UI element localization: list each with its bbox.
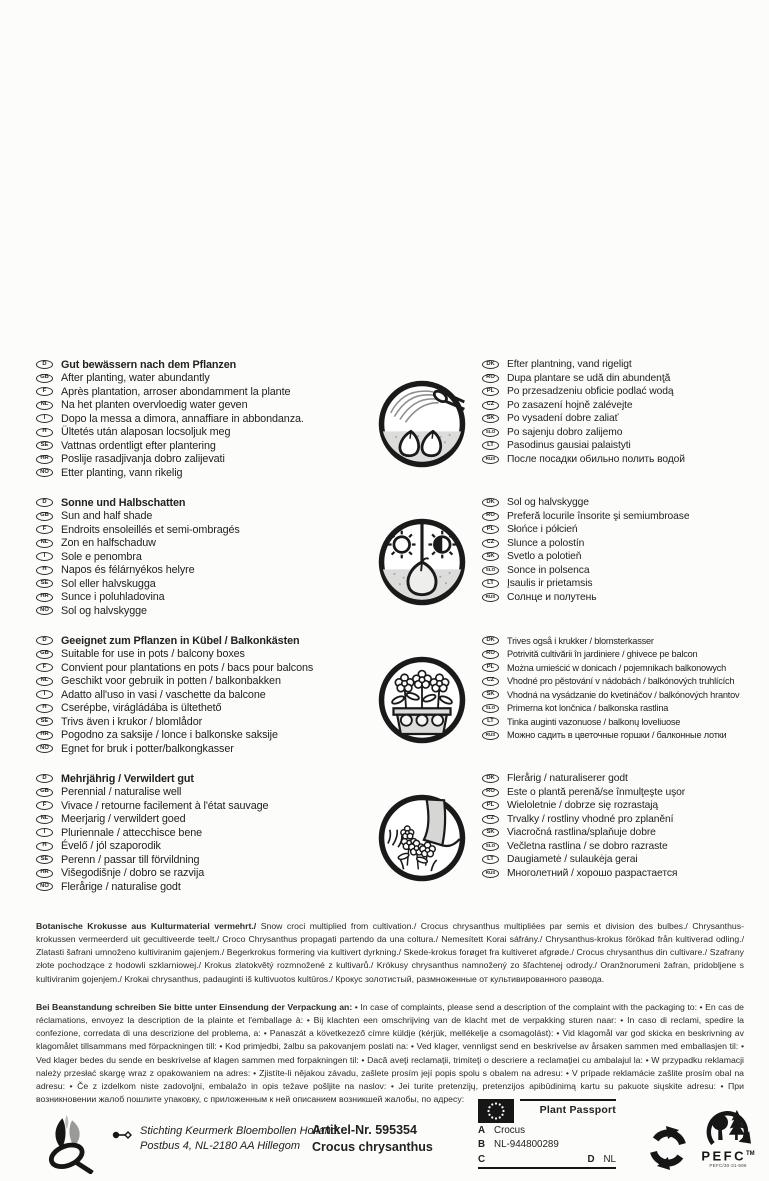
lang-row	[36, 799, 372, 813]
lang-row	[36, 564, 372, 578]
lang-code-badge: NO	[36, 606, 53, 615]
lang-text: Sol eller halvskugga	[61, 577, 156, 590]
pp-label-c: C	[478, 1153, 486, 1165]
lang-text: Sol og halvskygge	[61, 604, 147, 617]
lang-row	[482, 372, 750, 386]
lang-row	[482, 772, 750, 786]
lang-text: Pogodno za saksije / lonce i balkonske saksije	[61, 729, 278, 742]
lang-row	[36, 742, 372, 756]
lang-text: Convient pour plantations en pots / bacs pour balcons	[61, 661, 314, 674]
lang-text: Viacročná rastlina/splaňuje dobre	[507, 827, 656, 839]
lang-text: Dupa plantare se udă din abundenţă	[507, 372, 671, 384]
lang-code-badge: SE	[36, 579, 53, 588]
lang-text: Po vysadení dobre zaliať	[507, 413, 619, 425]
lang-row	[482, 426, 750, 440]
lang-text: Flerårig / naturaliserer godt	[507, 773, 628, 785]
pp-value-d: NL	[603, 1153, 616, 1165]
keurmerk-address-line2: Postbus 4, NL-2180 AA Hillegom	[140, 1140, 300, 1152]
lang-text: Tinka auginti vazonuose / balkonų loveliuose	[507, 716, 681, 727]
lang-row	[482, 564, 750, 578]
lang-column-right	[482, 634, 750, 742]
lang-text: Endroits ensoleillés et semi-ombragés	[61, 523, 240, 536]
lang-code-badge: HR	[36, 731, 53, 740]
lang-row	[36, 372, 372, 386]
pefc-cert-code: PEFC/30-31-596	[709, 1163, 747, 1169]
lang-text: Slunce a polostín	[507, 537, 585, 549]
lang-text: Po sajenju dobro zalijemo	[507, 426, 623, 438]
plant-passport	[478, 1099, 616, 1169]
lang-code-badge: LT	[482, 717, 499, 726]
lang-row	[482, 661, 750, 675]
lang-row	[482, 688, 750, 702]
lang-code-badge: I	[36, 828, 53, 837]
lang-code-badge: GB	[36, 512, 53, 521]
lang-code-badge: CZ	[482, 815, 499, 824]
lang-text: Pluriennale / attecchisce bene	[61, 826, 203, 839]
keurmerk-tulip-q-icon	[38, 1114, 104, 1174]
lang-code-badge: HR	[36, 593, 53, 602]
key-icon	[112, 1127, 132, 1137]
lang-code-badge: D	[36, 636, 53, 645]
lang-row	[482, 634, 750, 648]
complaints-note-lead: Bei Beanstandung schreiben Sie bitte unter Einsendung der Verpackung an:	[36, 1001, 353, 1012]
lang-row	[482, 853, 750, 867]
lang-row	[36, 826, 372, 840]
lang-code-badge: CZ	[482, 677, 499, 686]
lang-row	[36, 496, 372, 510]
lang-code-badge: HR	[36, 455, 53, 464]
lang-text: Mehrjährig / Verwildert gut	[61, 772, 194, 785]
lang-code-badge: CZ	[482, 539, 499, 548]
lang-code-badge: RO	[482, 650, 499, 659]
lang-text: Trives også i krukker / blomsterkasser	[507, 635, 654, 646]
lang-column-left	[36, 772, 372, 894]
lang-text: Многолетний / хорошо разрастается	[507, 867, 678, 879]
lang-code-badge: SE	[36, 855, 53, 864]
lang-column-right	[482, 358, 750, 466]
pp-value-b: NL-944800289	[494, 1139, 559, 1151]
sun-half-shade-icon	[376, 516, 468, 608]
instruction-block-balcony-box	[36, 634, 746, 766]
instruction-block-watering	[36, 358, 746, 490]
plant-passport-row-a	[478, 1123, 616, 1138]
lang-text: Po przesadzeniu obficie podlać wodą	[507, 386, 674, 398]
lang-row	[482, 648, 750, 662]
lang-row	[36, 867, 372, 881]
pefc-logo	[692, 1102, 764, 1168]
lang-code-badge: GB	[36, 788, 53, 797]
lang-row	[36, 523, 372, 537]
botanical-note-text: Snow croci multiplied from cultivation./ Crocus chrysanthus multipliées par semis et division des bulbes./ Chrysanthus-krokussen vermeerderd uit gecultiveerde teelt./ Croco Chrysanthus propagati partendo da una coltura./ Nemesített Korai sáfrány./ Chrysanthus-krokus förökad från kultiverad odling./ Zlatasti šafrani umnoženo kultiviranim gajenjem./ Begerkrokus formering via kultivert dyrkning./ Skede-krokus forøget fra kultiveret afgrøde./ Crocus chrysanthus din cultivare./ Szafrany złote pochodzące z hodowli szklarniowej./ Krokus zlatokvětý rozmnožené z kultivarů./ Krókusy chrysanthus namnožený zo šľachtenej odrody./ Oranžnorumeni žafran, pridobljene s kultiviranim gojenjem./ Krokai chrysanthus, padauginti iš kultivuotos kultūros./ Крокус золотистый, размноженные от культивированного развода.	[36, 920, 744, 984]
lang-code-badge: I	[36, 690, 53, 699]
lang-code-badge: NL	[36, 539, 53, 548]
lang-code-badge: DK	[482, 498, 499, 507]
lang-code-badge: NO	[36, 468, 53, 477]
lang-text: Poslije rasadjivanja dobro zalijevati	[61, 453, 225, 466]
lang-code-badge: F	[36, 387, 53, 396]
lang-code-badge: PL	[482, 801, 499, 810]
plant-passport-row-b	[478, 1138, 616, 1153]
lang-text: Vattnas ordentligt efter plantering	[61, 439, 216, 452]
lang-text: Cserépbe, virágládába is ültethető	[61, 702, 222, 715]
lang-text: Sol og halvskygge	[507, 497, 589, 509]
lang-row	[482, 826, 750, 840]
lang-text: Višegodišnje / dobro se razvija	[61, 867, 205, 880]
lang-row	[482, 591, 750, 605]
plant-passport-row-cd	[478, 1152, 616, 1169]
lang-code-badge: I	[36, 552, 53, 561]
lang-text: Adatto all'uso in vasi / vaschette da balcone	[61, 688, 266, 701]
lang-text: Įsaulis ir prietamsis	[507, 578, 593, 590]
lang-text: Suitable for use in pots / balcony boxes	[61, 648, 245, 661]
lang-code-badge: SK	[482, 414, 499, 423]
lang-row	[36, 772, 372, 786]
pp-label-a: A	[478, 1124, 486, 1136]
lang-code-badge: I	[36, 414, 53, 423]
lang-text: Po zasazení hojně zalévejte	[507, 399, 633, 411]
lang-row	[482, 358, 750, 372]
lang-text: Zon en halfschaduw	[61, 537, 156, 550]
lang-row	[482, 510, 750, 524]
lang-code-badge: RUS	[482, 731, 499, 740]
lang-code-badge: SLO	[482, 704, 499, 713]
lang-code-badge: DK	[482, 636, 499, 645]
lang-text: Efter plantning, vand rigeligt	[507, 359, 632, 371]
lang-text: After planting, water abundantly	[61, 372, 210, 385]
lang-row	[482, 867, 750, 881]
lang-row	[36, 813, 372, 827]
lang-text: Perennial / naturalise well	[61, 786, 182, 799]
lang-row	[36, 426, 372, 440]
lang-text: Daugiametė / sulaukėja gerai	[507, 854, 638, 866]
lang-row	[36, 399, 372, 413]
lang-code-badge: H	[36, 428, 53, 437]
lang-text: Meerjarig / verwildert goed	[61, 813, 186, 826]
lang-code-badge: H	[36, 704, 53, 713]
lang-row	[36, 880, 372, 894]
lang-row	[36, 591, 372, 605]
lang-code-badge: GB	[36, 374, 53, 383]
lang-row	[36, 385, 372, 399]
lang-row	[36, 853, 372, 867]
keurmerk-address	[140, 1124, 340, 1154]
lang-text: Après plantation, arroser abondamment la plante	[61, 385, 291, 398]
lang-text: Gut bewässern nach dem Pflanzen	[61, 358, 237, 371]
lang-row	[482, 439, 750, 453]
lang-text: Na het planten overvloedig water geven	[61, 399, 248, 412]
lang-row	[482, 577, 750, 591]
lang-code-badge: SK	[482, 828, 499, 837]
lang-code-badge: GB	[36, 650, 53, 659]
lang-row	[36, 358, 372, 372]
lang-text: Večletna rastlina / se dobro razraste	[507, 840, 668, 852]
pefc-label: PEFC™	[701, 1148, 755, 1164]
lang-text: Ültetés után alaposan locsoljuk meg	[61, 426, 231, 439]
lang-row	[482, 702, 750, 716]
lang-code-badge: H	[36, 842, 53, 851]
lang-text: Preferă locurile însorite şi semiumbroase	[507, 510, 690, 522]
lang-column-left	[36, 496, 372, 618]
lang-row	[482, 715, 750, 729]
botanical-note-lead: Botanische Krokusse aus Kulturmaterial vermehrt./	[36, 920, 257, 931]
lang-row	[482, 786, 750, 800]
lang-code-badge: SK	[482, 552, 499, 561]
pp-label-b: B	[478, 1139, 486, 1151]
lang-row	[36, 688, 372, 702]
lang-code-badge: NL	[36, 401, 53, 410]
lang-row	[482, 537, 750, 551]
lang-row	[36, 729, 372, 743]
lang-text: Svetlo a polotieň	[507, 551, 582, 563]
lang-row	[482, 840, 750, 854]
lang-row	[482, 550, 750, 564]
lang-row	[36, 537, 372, 551]
naturalising-icon	[376, 792, 468, 884]
lang-code-badge: D	[36, 498, 53, 507]
lang-row	[36, 648, 372, 662]
botanical-note	[36, 920, 744, 986]
lang-code-badge: D	[36, 360, 53, 369]
lang-text: Geschikt voor gebruik in potten / balkonbakken	[61, 675, 281, 688]
lang-text: Évelő / jól szaporodik	[61, 840, 161, 853]
lang-code-badge: CZ	[482, 401, 499, 410]
lang-row	[482, 799, 750, 813]
lang-text: Sonne und Halbschatten	[61, 496, 186, 509]
lang-row	[36, 453, 372, 467]
lang-text: Солнце и полутень	[507, 591, 597, 603]
lang-code-badge: RUS	[482, 593, 499, 602]
lang-code-badge: NL	[36, 677, 53, 686]
lang-row	[482, 412, 750, 426]
lang-row	[36, 412, 372, 426]
lang-code-badge: RO	[482, 788, 499, 797]
lang-code-badge: NO	[36, 744, 53, 753]
lang-code-badge: SE	[36, 717, 53, 726]
lang-code-badge: SLO	[482, 566, 499, 575]
lang-text: Vhodná na vysádzanie do kvetináčov / balkónových hrantov	[507, 689, 740, 700]
lang-text: Este o plantă perenă/se înmulţeşte uşor	[507, 786, 686, 798]
lang-code-badge: PL	[482, 387, 499, 396]
lang-text: Vivace / retourne facilement à l'état sauvage	[61, 799, 269, 812]
lang-code-badge: SE	[36, 441, 53, 450]
lang-row	[482, 813, 750, 827]
lang-code-badge: SK	[482, 690, 499, 699]
lang-text: Słońce i półcień	[507, 524, 578, 536]
lang-code-badge: DK	[482, 360, 499, 369]
lang-code-badge: RO	[482, 374, 499, 383]
pp-value-a: Crocus	[494, 1124, 526, 1136]
lang-row	[36, 439, 372, 453]
keurmerk-address-line1: Stichting Keurmerk Bloembollen Holland.	[140, 1125, 340, 1137]
lang-row	[36, 550, 372, 564]
lang-code-badge: RO	[482, 512, 499, 521]
lang-code-badge: H	[36, 566, 53, 575]
lang-row	[36, 715, 372, 729]
lang-code-badge: NL	[36, 815, 53, 824]
lang-row	[36, 634, 372, 648]
lang-code-badge: SLO	[482, 428, 499, 437]
article-species-line: Crocus chrysanthus	[312, 1139, 433, 1154]
lang-text: Sun and half shade	[61, 510, 153, 523]
lang-text: Flerårige / naturalise godt	[61, 880, 181, 893]
lang-row	[482, 729, 750, 743]
lang-code-badge: LT	[482, 441, 499, 450]
watering-icon	[376, 378, 468, 470]
balcony-box-icon	[376, 654, 468, 746]
lang-code-badge: DK	[482, 774, 499, 783]
lang-code-badge: LT	[482, 579, 499, 588]
lang-code-badge: HR	[36, 869, 53, 878]
lang-row	[482, 385, 750, 399]
lang-text: Napos és félárnyékos helyre	[61, 564, 195, 577]
lang-code-badge: SLO	[482, 842, 499, 851]
lang-text: Trvalky / rostliny vhodné pro zplanění	[507, 813, 674, 825]
lang-text: Primerna kot lončnica / balkonska rastlina	[507, 703, 669, 714]
lang-text: Pasodinus gausiai palaistyti	[507, 440, 631, 452]
eu-flag-icon	[478, 1099, 514, 1123]
article-number-line: Artikel-Nr. 595354	[312, 1123, 417, 1137]
instruction-block-perennial	[36, 772, 746, 904]
lang-row	[36, 510, 372, 524]
lang-code-badge: F	[36, 801, 53, 810]
lang-text: Sole e penombra	[61, 550, 142, 563]
article-number	[312, 1122, 433, 1155]
lang-row	[482, 399, 750, 413]
pefc-tm: TM	[746, 1151, 755, 1157]
lang-code-badge: LT	[482, 855, 499, 864]
lang-column-right	[482, 496, 750, 604]
lang-row	[36, 840, 372, 854]
pefc-logo-icon	[697, 1102, 759, 1148]
lang-text: Perenn / passar till förvildning	[61, 853, 200, 866]
lang-code-badge: NO	[36, 882, 53, 891]
lang-text: Sonce in polsenca	[507, 564, 590, 576]
lang-row	[36, 604, 372, 618]
lang-code-badge: PL	[482, 525, 499, 534]
lang-row	[36, 675, 372, 689]
lang-code-badge: RUS	[482, 869, 499, 878]
lang-code-badge: F	[36, 525, 53, 534]
lang-text: Wieloletnie / dobrze się rozrastają	[507, 800, 659, 812]
lang-text: Sunce i poluhladovina	[61, 591, 165, 604]
lang-text: Etter planting, vann rikelig	[61, 466, 183, 479]
lang-column-left	[36, 634, 372, 756]
lang-text: Egnet for bruk i potter/balkongkasser	[61, 742, 234, 755]
lang-column-left	[36, 358, 372, 480]
lang-code-badge: D	[36, 774, 53, 783]
lang-row	[36, 466, 372, 480]
lang-text: Trivs även i krukor / blomlådor	[61, 715, 203, 728]
lang-text: Geeignet zum Pflanzen in Kübel / Balkonkästen	[61, 634, 300, 647]
lang-text: Można umieścić w donicach / pojemnikach balkonowych	[507, 662, 727, 673]
plant-passport-title: Plant Passport	[520, 1099, 616, 1116]
lang-row	[482, 453, 750, 467]
lang-code-badge: PL	[482, 663, 499, 672]
lang-text: После посадки обильно полить водой	[507, 453, 685, 465]
green-dot-recycling-icon	[646, 1126, 690, 1170]
lang-row	[36, 702, 372, 716]
instruction-block-sun-half-shade	[36, 496, 746, 628]
lang-row	[482, 675, 750, 689]
pp-label-d: D	[587, 1153, 595, 1165]
lang-code-badge: RUS	[482, 455, 499, 464]
complaints-note-text: • In case of complaints, please send a description of the complaint with the packaging to: • En cas de réclamations, envoyez la description de la plainte et l'emballage à: • Bij klachten een omschrijving van de klacht met de verpakking sturen naar: • In caso di reclami, spedire la confezione, corredata di una descrizione del problema, a: • Panaszát a következező címre küldje (kérjük, mellékelje a csomagolást): • Vid klagomål var god skicka en beskrivning av klagomålet tillsammans med förpackningen till: • Kod primjedbi, žalbu sa pakovanjem poslati na: • Ved klager, vennligst send en beskrivelse av årsaken sammen med emballasjen til: • Ved klager bedes du sende en beskrivelse af klagen sammen med forpakningen til: • Dacă aveţi reclamaţii, trimiteţi o descriere a reclamaţiei cu ambalajul la: • W przypadku reklamacji należy przesłać skargę wraz z opakowaniem na adres: • Zjistíte-li nějakou závadu, zašlete prosím její popis spolu s obalem na adresu: • V prípade reklamácie zašlite prosím obal na adresu: • Če z izdelkom niste zadovoljni, embalažo in opis težave pošljite na naslov: • Jei turite pretenzijų, pretenzijos apibūdinimą kartu su pakuote siųskite adresu: • При возникновении жалоб пошлите упаковку, с приложенным к ней описанием возникшей жалобы, по адресу:	[36, 1001, 744, 1105]
lang-text: Potrivită cultivării în jardiniere / ghivece pe balcon	[507, 649, 698, 660]
lang-row	[482, 523, 750, 537]
lang-text: Dopo la messa a dimora, annaffiare in abbondanza.	[61, 412, 304, 425]
lang-column-right	[482, 772, 750, 880]
lang-row	[36, 786, 372, 800]
complaints-note	[36, 1001, 744, 1107]
lang-text: Vhodné pro pěstování v nádobách / balkónových truhlících	[507, 676, 735, 687]
lang-code-badge: F	[36, 663, 53, 672]
lang-text: Можно садить в цветочные горшки / балконные лотки	[507, 730, 727, 741]
lang-row	[36, 577, 372, 591]
lang-row	[482, 496, 750, 510]
lang-row	[36, 661, 372, 675]
